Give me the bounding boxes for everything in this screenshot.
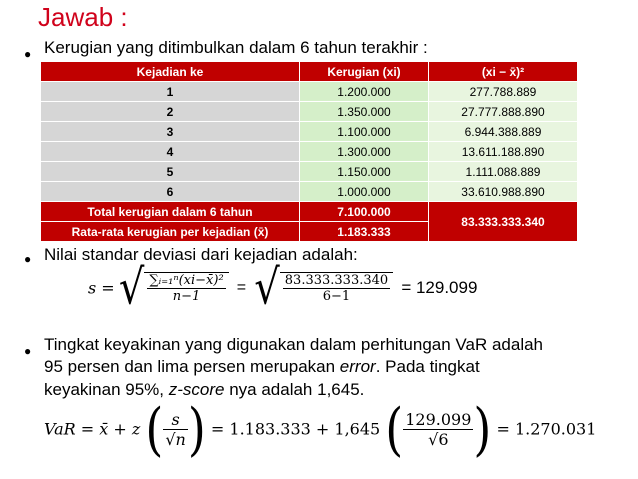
std-deviation-formula [88, 260, 478, 316]
header-loss: Kerugian (xi) [300, 62, 429, 82]
sqrt-icon: √ [428, 429, 439, 449]
confidence-text: nya adalah 1,645. [224, 380, 365, 399]
equals-sign: = [236, 279, 247, 296]
bullet-dot: ● [24, 344, 32, 358]
cell-deviation: 6.944.388.889 [429, 122, 578, 142]
intro-text: Kerugian yang ditimbulkan dalam 6 tahun terakhir : [44, 38, 428, 57]
var-formula [44, 395, 597, 463]
open-paren: ( [385, 395, 404, 463]
table-row [41, 82, 578, 102]
std-lhs: s = [88, 278, 115, 298]
formula-s: s [163, 410, 188, 430]
cell-event: 5 [41, 162, 300, 182]
confidence-text: keyakinan 95%, [44, 380, 169, 399]
var-result: = 1.270.031 [496, 419, 597, 439]
table-row [41, 142, 578, 162]
cell-deviation: 13.611.188.890 [429, 142, 578, 162]
loss-table [40, 61, 578, 242]
total-label: Total kerugian dalam 6 tahun [41, 202, 300, 222]
confidence-line-1: Tingkat keyakinan yang digunakan dalam perhitungan VaR adalah [44, 335, 544, 354]
fraction [403, 410, 473, 449]
cell-deviation: 33.610.988.890 [429, 182, 578, 202]
std-text: Nilai standar deviasi dari kejadian adalah: [44, 245, 358, 264]
mean-value: 1.183.333 [300, 222, 429, 242]
slide-title: Jawab : [38, 2, 128, 32]
std-result: = 129.099 [401, 278, 478, 297]
cell-loss: 1.000.000 [300, 182, 429, 202]
sum-squares-value: 83.333.333.340 [429, 202, 578, 242]
table-row [41, 122, 578, 142]
total-value: 7.100.000 [300, 202, 429, 222]
cell-event: 1 [41, 82, 300, 102]
cell-deviation: 1.111.088.889 [429, 162, 578, 182]
cell-loss: 1.300.000 [300, 142, 429, 162]
error-term: error [339, 357, 376, 376]
confidence-text: . Pada tingkat [375, 357, 480, 376]
value-numerator: 83.333.333.340 [284, 273, 389, 288]
cell-event: 3 [41, 122, 300, 142]
confidence-line-2 [44, 357, 480, 377]
formula-denominator: n−1 [172, 289, 201, 304]
total-row [41, 202, 578, 222]
sqrt-group [280, 272, 393, 304]
cell-deviation: 27.777.888.890 [429, 102, 578, 122]
formula-n: n [175, 429, 186, 449]
table-row [41, 182, 578, 202]
value-denominator: 6−1 [322, 289, 351, 304]
sqrt-icon: √ [118, 260, 145, 316]
cell-loss: 1.100.000 [300, 122, 429, 142]
cell-event: 4 [41, 142, 300, 162]
bullet-dot: ● [24, 252, 32, 266]
confidence-text: 95 persen dan lima persen merupakan [44, 357, 340, 376]
var-middle: = 1.183.333 + 1,645 [210, 419, 381, 439]
value-denominator: 6 [438, 429, 449, 449]
var-lhs: VaR = x̄ + z [44, 419, 141, 439]
mean-label: Rata-rata kerugian per kejadian (x̄) [41, 222, 300, 242]
fraction [147, 273, 225, 304]
cell-loss: 1.200.000 [300, 82, 429, 102]
header-event: Kejadian ke [41, 62, 300, 82]
sqrt-icon: √ [165, 429, 176, 449]
fraction [283, 273, 390, 304]
cell-event: 6 [41, 182, 300, 202]
table-header-row [41, 62, 578, 82]
cell-event: 2 [41, 102, 300, 122]
bullet-dot: ● [24, 47, 32, 61]
table-row [41, 102, 578, 122]
header-squared-deviation: (xi − x̄)² [429, 62, 578, 82]
sqrt-icon: √ [254, 260, 280, 316]
cell-loss: 1.350.000 [300, 102, 429, 122]
cell-deviation: 277.788.889 [429, 82, 578, 102]
zscore-term: z-score [168, 380, 225, 399]
open-paren: ( [145, 395, 164, 463]
sqrt-group [144, 272, 228, 304]
cell-loss: 1.150.000 [300, 162, 429, 182]
table-row [41, 162, 578, 182]
close-paren: ) [187, 395, 206, 463]
value-numerator: 129.099 [405, 409, 472, 429]
formula-numerator: ∑ᵢ₌₁ⁿ(xi−x̄)² [149, 273, 224, 288]
fraction [163, 410, 188, 449]
close-paren: ) [473, 395, 492, 463]
